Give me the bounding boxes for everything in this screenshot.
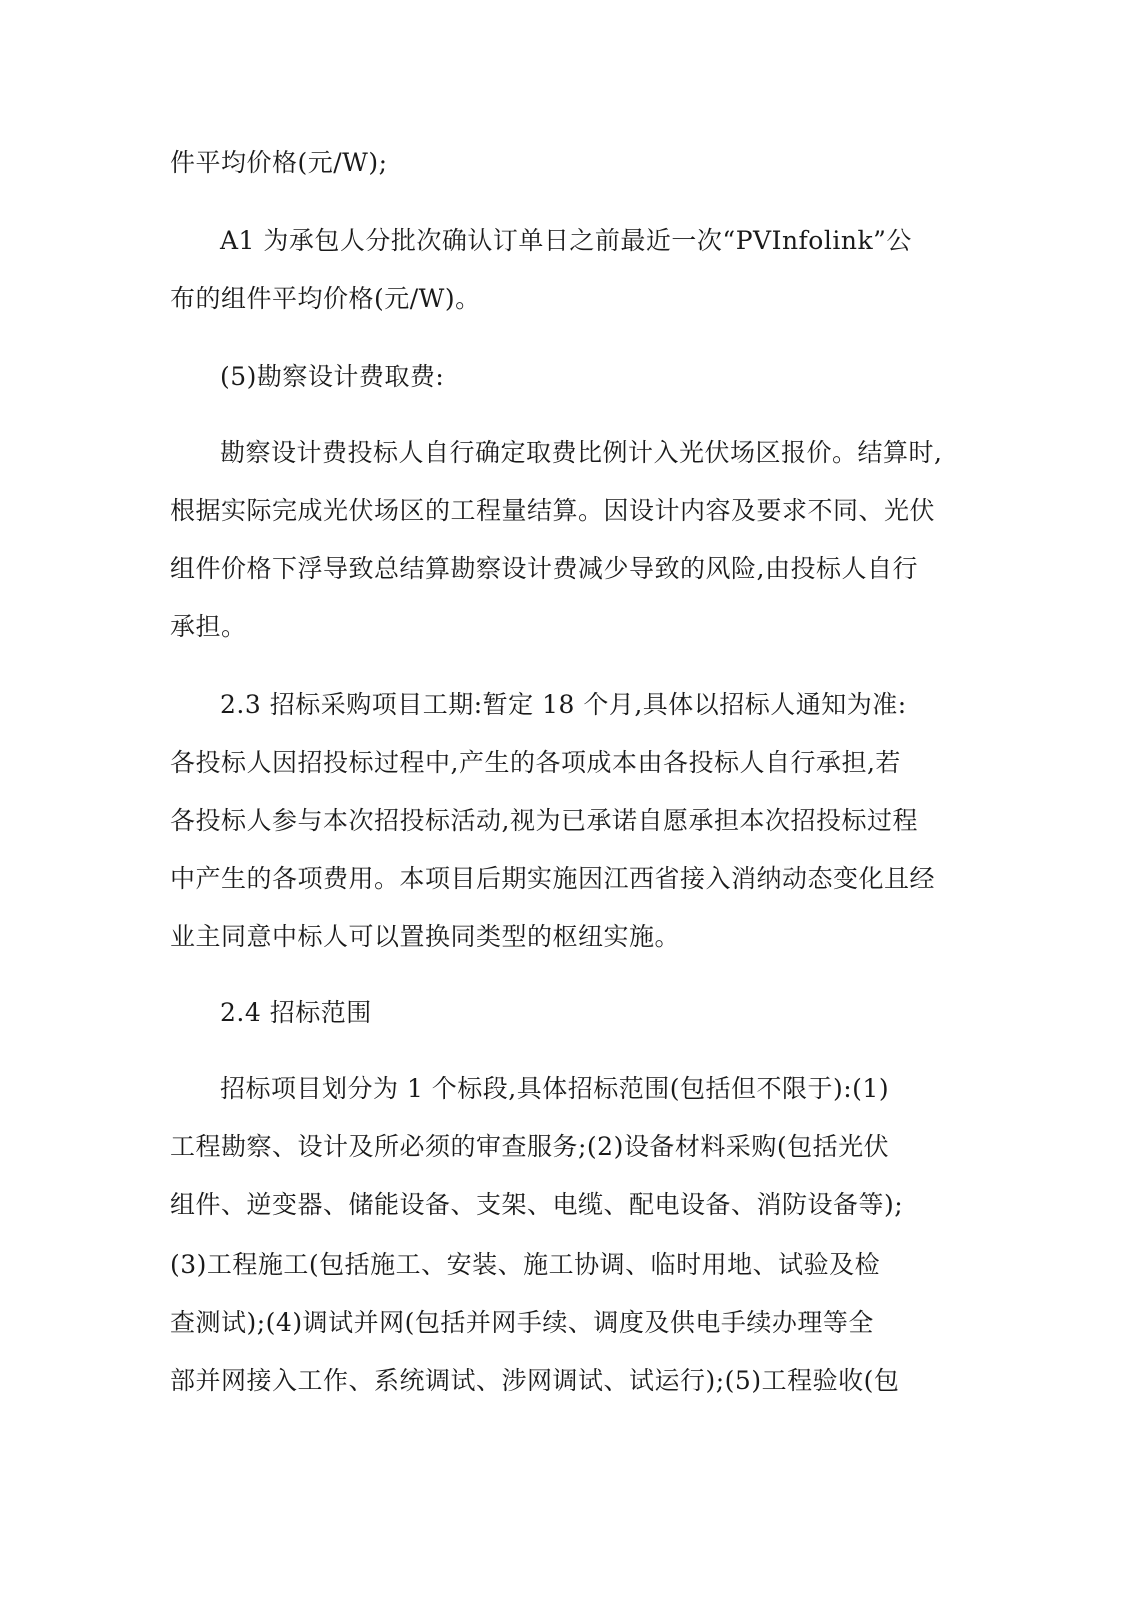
text-line: 工程勘察、设计及所必须的审查服务;(2)设备材料采购(包括光伏 — [170, 1132, 890, 1161]
text-line: 组件、逆变器、储能设备、支架、电缆、配电设备、消防设备等); — [170, 1190, 904, 1219]
text-line: 承担。 — [170, 612, 247, 641]
section-heading: (5)勘察设计费取费: — [220, 362, 445, 391]
text-line: 布的组件平均价格(元/W)。 — [170, 284, 481, 313]
text-line: 件平均价格(元/W); — [170, 148, 388, 177]
section-heading: 2.4 招标范围 — [220, 998, 372, 1027]
text-line: 业主同意中标人可以置换同类型的枢纽实施。 — [170, 922, 681, 951]
text-line: 组件价格下浮导致总结算勘察设计费减少导致的风险,由投标人自行 — [170, 554, 918, 583]
text-line: 根据实际完成光伏场区的工程量结算。因设计内容及要求不同、光伏 — [170, 496, 936, 525]
text-line: A1 为承包人分批次确认订单日之前最近一次“PVInfolink”公 — [220, 226, 912, 255]
text-line: 查测试);(4)调试并网(包括并网手续、调度及供电手续办理等全 — [170, 1308, 874, 1337]
text-line: 勘察设计费投标人自行确定取费比例计入光伏场区报价。结算时, — [220, 438, 943, 467]
text-line: 招标项目划分为 1 个标段,具体招标范围(包括但不限于):(1) — [220, 1074, 890, 1103]
text-line: 中产生的各项费用。本项目后期实施因江西省接入消纳动态变化且经 — [170, 864, 936, 893]
text-line: 各投标人参与本次招投标活动,视为已承诺自愿承担本次招投标过程 — [170, 806, 918, 835]
text-line: 2.3 招标采购项目工期:暂定 18 个月,具体以招标人通知为准: — [220, 690, 907, 719]
text-line: 各投标人因招投标过程中,产生的各项成本由各投标人自行承担,若 — [170, 748, 901, 777]
text-line: 部并网接入工作、系统调试、涉网调试、试运行);(5)工程验收(包 — [170, 1366, 900, 1395]
text-line: (3)工程施工(包括施工、安装、施工协调、临时用地、试验及检 — [170, 1250, 881, 1279]
